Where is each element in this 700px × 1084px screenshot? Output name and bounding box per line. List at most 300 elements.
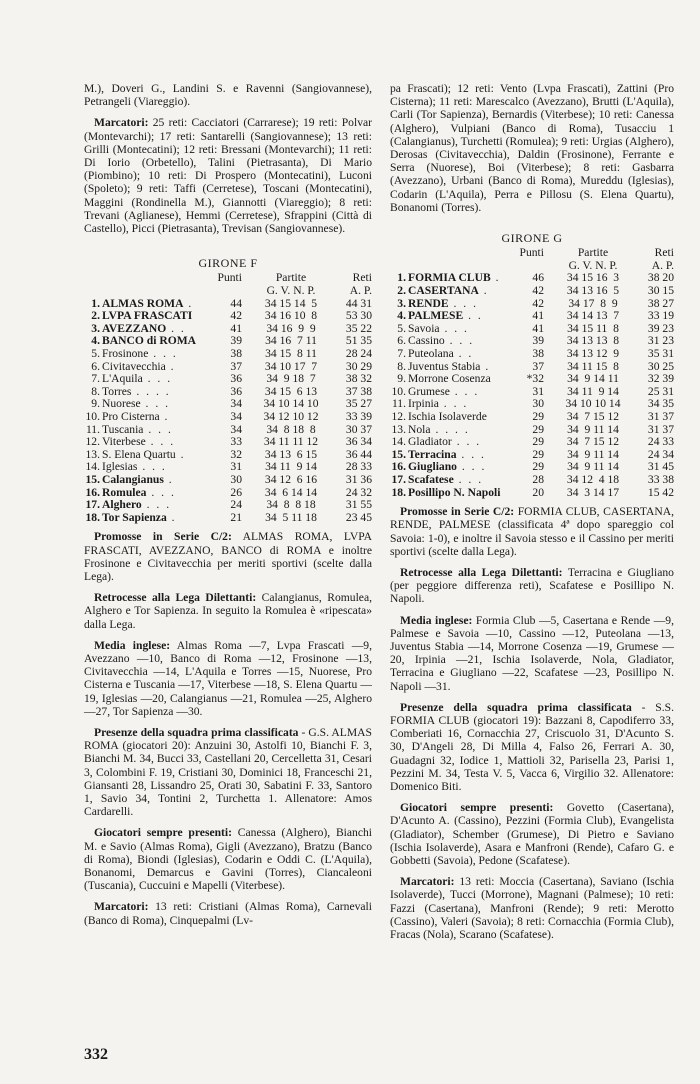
table-row (84, 386, 372, 399)
team-goals: 24 32 (345, 485, 372, 499)
team-cell (102, 449, 212, 462)
text: Govetto (Casertana), D'Acunto A. (Cassino), Pezzini (Formia Club), Evangelista (Gladiator), Schember (Grumese), Di Pietro e Saviano (Ischia Isolaverde), Asara e Manfroni (Rende), Cafaro G. e Gobbetti (Savoia), Pedone (Scafatese). (390, 801, 674, 867)
team-name: Savoia (408, 322, 440, 335)
team-points: 29 (532, 460, 544, 474)
team-points: 34 (230, 422, 242, 436)
team-record: 34 14 13 7 (566, 309, 620, 323)
paragraph-retrocesse (84, 591, 372, 631)
leader-dots: . . . (142, 373, 173, 386)
leader-dots: . . . (448, 297, 478, 310)
team-points: 37 (230, 359, 242, 373)
team-name: Iglesias (102, 461, 138, 474)
team-name: Nola (408, 423, 431, 436)
team-record: 34 7 15 12 (566, 409, 620, 423)
team-points: 30 (532, 397, 544, 411)
team-name: Romulea (102, 486, 147, 499)
standing-position: 16. (85, 485, 100, 499)
team-record: 34 15 16 3 (566, 271, 620, 285)
team-name: Pro Cisterna (102, 410, 160, 423)
team-goals: 31 36 (345, 472, 372, 486)
table-header-row (390, 247, 674, 260)
standing-position: 8. (91, 384, 100, 398)
team-cell (408, 285, 514, 298)
team-points: 38 (532, 346, 544, 360)
table-row (84, 310, 372, 323)
team-points: 24 (230, 498, 242, 512)
team-goals: 24 34 (647, 447, 674, 461)
team-name: RENDE (408, 297, 449, 310)
team-points: 29 (532, 422, 544, 436)
left-column (84, 82, 372, 935)
team-cell (408, 461, 514, 474)
team-cell (408, 348, 514, 361)
team-cell (102, 461, 212, 474)
team-record: 34 7 15 12 (566, 435, 620, 449)
team-record: 34 15 8 11 (265, 347, 317, 360)
team-goals: 31 55 (345, 498, 372, 512)
table-row (84, 411, 372, 424)
team-points: 30 (230, 472, 242, 486)
leader-dots: . . (453, 347, 474, 360)
text: Formia Club —5, Casertana e Rende —9, Palmese e Savoia —10, Cassino —12, Puteolana —13, Juventus Stabia —14, Morrone Cosenza —19, Grumese —20, Irpinia —21, Ischia Isolaverde, Nola, Gladiator, Terracina e Giugliano —22, Scafatese —23, Posillipo N. Napoli —31. (390, 613, 674, 693)
team-goals: 25 31 (647, 384, 674, 398)
team-goals: 38 20 (647, 271, 674, 285)
leader-dots: . . . (444, 335, 475, 348)
leader-dots: . . . (438, 398, 469, 411)
team-name: ALMAS ROMA (102, 297, 184, 310)
label: Presenze della squadra prima classificata (400, 700, 632, 714)
team-cell (102, 398, 212, 411)
team-record: 34 16 9 9 (266, 321, 316, 335)
team-record: 34 8 18 8 (266, 422, 316, 436)
table-row (84, 348, 372, 361)
team-goals: 35 31 (647, 346, 674, 360)
paragraph-scorers-tail: M.), Doveri G., Landini S. e Ravenni (Sangiovannese), Petrangeli (Viareggio). (84, 82, 372, 109)
girone-f-rows (84, 298, 372, 525)
leader-dots: . (163, 473, 174, 486)
standing-position: 7. (397, 346, 406, 360)
label: Giocatori sempre presenti: (94, 826, 232, 840)
leader-dots: . . (463, 310, 483, 323)
table-subheader-row (84, 285, 372, 298)
standing-position: 3. (91, 321, 100, 335)
standing-position: 14. (85, 460, 100, 474)
team-goals: 31 37 (647, 409, 674, 423)
header-punti: Punti (519, 246, 544, 260)
team-cell (102, 323, 212, 336)
standing-position: 2. (397, 284, 406, 298)
team-record: 34 10 17 7 (264, 359, 318, 373)
header-ap: A. P. (349, 284, 372, 298)
team-goals: 38 32 (345, 372, 372, 386)
girone-f-table (84, 272, 372, 524)
table-row (84, 487, 372, 500)
leader-dots: . . . . (430, 423, 470, 436)
leader-dots: . (175, 448, 186, 461)
team-record: 34 10 14 10 (263, 397, 319, 411)
team-cell (408, 373, 514, 386)
table-row (84, 499, 372, 512)
team-cell (408, 474, 514, 487)
team-cell (102, 310, 212, 323)
standing-position: 15. (391, 447, 406, 461)
table-row (390, 285, 674, 298)
standing-position: 1. (91, 296, 100, 310)
team-points: 42 (532, 296, 544, 310)
paragraph-giocatori (390, 801, 674, 867)
team-points: 21 (230, 510, 242, 524)
paragraph-retrocesse (390, 566, 674, 606)
team-record: 34 13 13 8 (566, 334, 620, 348)
label: Retrocesse alla Lega Dilettanti: (94, 591, 257, 605)
standing-position: 13. (391, 422, 406, 436)
team-name: Puteolana (408, 347, 454, 360)
paragraph-presenze (84, 726, 372, 818)
team-cell (102, 335, 212, 348)
text: 13 reti: Cristiani (Almas Roma), Carnevali (Banco di Roma), Cinquepalmi (Lv- (84, 900, 372, 927)
team-points: 42 (532, 284, 544, 298)
table-row (84, 449, 372, 462)
team-record: 34 5 11 18 (265, 510, 317, 524)
team-cell (102, 436, 212, 449)
standing-position: 18. (85, 510, 100, 524)
team-record: 34 17 8 9 (568, 296, 618, 310)
standing-position: 9. (397, 372, 406, 386)
team-points: 38 (230, 347, 242, 360)
team-cell (102, 386, 212, 399)
team-cell (102, 424, 212, 437)
team-record: 34 16 10 8 (264, 309, 318, 323)
leader-dots: . (480, 360, 491, 373)
team-points: *32 (526, 372, 544, 386)
team-cell (102, 487, 212, 500)
team-goals: 32 39 (647, 372, 674, 386)
team-cell (408, 361, 514, 374)
team-record: 34 3 14 17 (566, 485, 620, 499)
leader-dots: . . . (439, 322, 469, 335)
team-points: 29 (532, 447, 544, 461)
table-row (390, 474, 674, 487)
leader-dots: . . . (148, 348, 178, 360)
standing-position: 12. (391, 409, 406, 423)
team-record: 34 9 11 14 (567, 447, 619, 461)
team-goals: 28 33 (345, 460, 372, 474)
team-name: Morrone Cosenza (408, 373, 491, 386)
team-goals: 34 35 (647, 397, 674, 411)
leader-dots: . (490, 272, 501, 285)
team-name: S. Elena Quartu (102, 448, 176, 461)
label: Presenze della squadra prima classificata (94, 725, 299, 739)
table-header-row (84, 272, 372, 285)
label: Promosse in Serie C/2: (400, 505, 515, 519)
standing-position: 4. (91, 334, 100, 348)
standing-position: 8. (397, 359, 406, 373)
team-record: 34 9 11 14 (567, 460, 619, 474)
text: FORMIA CLUB, CASERTANA, RENDE, PALMESE (classificata 4ª dopo spareggio col Savoia: 1-0), e inoltre il Savoia stesso e il Cassino per meriti sportivi (scelte dalla Lega). (390, 505, 674, 558)
team-name: Calangianus (102, 473, 164, 486)
page-number: 332 (84, 1046, 108, 1063)
team-record: 34 13 16 5 (566, 284, 620, 298)
team-record: 34 11 11 12 (263, 435, 319, 449)
team-record: 34 6 14 14 (264, 485, 318, 499)
leader-dots: . . . (141, 499, 172, 512)
header-ap: A. P. (651, 258, 674, 272)
team-points: 20 (532, 485, 544, 499)
table-row (84, 298, 372, 311)
team-goals: 30 37 (345, 422, 372, 436)
paragraph-marcatori-girone-f (84, 900, 372, 926)
team-points: 39 (230, 334, 242, 348)
table-row (390, 487, 674, 500)
text: Canessa (Alghero), Bianchi M. e Savio (Almas Roma), Gigli (Avezzano), Bratzu (Banco di Roma), Biondi (Iglesias), Codarin e Oddi C. (L'Aquila), Bonanomi, Demarcus e Gavini (Torres), Ciancaleoni (Tuscania), Cuccuini e Mapelli (Viterbese). (84, 826, 373, 893)
team-record: 34 9 11 14 (567, 422, 619, 436)
team-goals: 53 30 (345, 309, 372, 323)
paragraph-promosse (390, 505, 674, 558)
table-row (84, 424, 372, 437)
team-cell (102, 348, 212, 361)
team-points: 46 (532, 271, 544, 285)
team-cell (408, 398, 514, 411)
team-goals: 31 23 (647, 334, 674, 348)
girone-g-rows (390, 272, 674, 499)
standing-position: 17. (85, 498, 100, 512)
label: Promosse in Serie C/2: (94, 530, 232, 544)
team-record: 34 9 14 11 (567, 372, 619, 386)
leader-dots: . . . (143, 423, 173, 436)
header-reti: Reti (654, 246, 674, 260)
team-name: Nuorese (102, 398, 141, 411)
team-goals: 51 35 (345, 334, 372, 348)
team-name: L'Aquila (102, 373, 143, 386)
team-name: Alghero (102, 499, 142, 512)
paragraph-promosse (84, 530, 372, 583)
team-cell (408, 272, 514, 285)
team-record: 34 8 8 18 (266, 498, 316, 512)
team-cell (408, 298, 514, 311)
standing-position: 6. (91, 359, 100, 373)
team-goals: 36 34 (345, 435, 372, 449)
team-record: 34 11 9 14 (567, 384, 619, 398)
table-row (84, 461, 372, 474)
leader-dots: . (478, 285, 489, 298)
team-points: 36 (230, 384, 242, 398)
paragraph-giocatori (84, 826, 372, 892)
label: Media inglese: (400, 613, 473, 627)
team-record: 34 15 11 8 (567, 321, 619, 335)
table-row (390, 436, 674, 449)
team-name: CASERTANA (408, 285, 479, 298)
team-points: 37 (532, 359, 544, 373)
leader-dots: . . . (137, 461, 167, 474)
standing-position: 1. (397, 271, 406, 285)
team-name: PALMESE (408, 310, 464, 323)
standing-position: 7. (91, 372, 100, 386)
team-record: 34 9 18 7 (266, 372, 316, 386)
text: Terracina e Giugliano (per peggiore differenza reti), Scafatese e Posillipo N. Napoli. (390, 565, 674, 606)
team-record: 34 12 10 12 (263, 409, 319, 423)
team-points: 32 (230, 447, 242, 461)
team-cell (408, 386, 514, 399)
team-record: 34 15 6 13 (264, 384, 318, 398)
team-points: 33 (230, 435, 242, 449)
team-points: 41 (230, 321, 242, 335)
team-cell (408, 323, 514, 336)
team-name: FORMIA CLUB (408, 272, 491, 285)
team-name: AVEZZANO (102, 322, 167, 335)
label: Marcatori: (94, 900, 149, 914)
standing-position: 5. (91, 347, 100, 360)
table-row (84, 512, 372, 525)
standing-position: 14. (391, 435, 406, 449)
team-points: 31 (230, 460, 242, 474)
standing-position: 10. (85, 409, 100, 423)
paragraph-marcatori-girone-e (84, 116, 372, 235)
team-points: 42 (230, 309, 242, 323)
team-record: 34 12 4 18 (566, 472, 620, 486)
team-points: 29 (532, 435, 544, 449)
label: Media inglese: (94, 638, 171, 652)
leader-dots: . . . (145, 436, 176, 449)
team-name: Grumese (408, 385, 450, 398)
leader-dots: . . . . (131, 385, 171, 398)
team-goals: 15 42 (647, 485, 674, 499)
team-points: 36 (230, 372, 242, 386)
leader-dots: . . . (456, 461, 487, 474)
standing-position: 16. (391, 460, 406, 474)
team-record: 34 16 7 11 (265, 334, 317, 348)
team-name: Scafatese (408, 473, 454, 486)
header-punti: Punti (217, 271, 242, 285)
leader-dots: . . . (456, 448, 486, 461)
header-gvnp: G. V. N. P. (266, 284, 316, 298)
team-cell (408, 449, 514, 462)
paragraph-scorers-continued: pa Frascati); 12 reti: Vento (Lvpa Frascati), Zattini (Pro Cisterna); 11 reti: Marescalco (Avezzano), Brutti (L'Aquila), Carli (Tor Sapienza), Bernardis (Viterbese); 10 reti: Canessa (Alghero), Vulpiani (Banco di Roma), Tusacciu 1 (Calangianus), Turchetti (Romulea); 9 reti: Urgias (Alghero), Derosas (Civitavecchia), Daldin (Frosinone), Ferrante e Serra (Nuorese), Boi (Viterbese); 8 reti: Gasbarra (Avezzano), Urbani (Banco di Roma), Mureddu (Iglesias), Codarin (L'Aquila), Perra e Pillosu (S. Elena Quartu), Bonanomi (Torres). (390, 82, 674, 214)
team-points: 41 (532, 321, 544, 335)
table-row (84, 436, 372, 449)
team-points: 34 (230, 397, 242, 411)
table-row (84, 373, 372, 386)
standing-position: 18. (391, 485, 406, 499)
team-goals: 30 29 (345, 359, 372, 373)
leader-dots: . . . (146, 486, 176, 499)
header-partite: Partite (275, 271, 307, 285)
team-cell (408, 424, 514, 437)
team-record: 34 10 10 14 (565, 397, 621, 411)
team-record: 34 11 9 14 (265, 460, 317, 474)
table-row (84, 474, 372, 487)
team-points: 44 (230, 296, 242, 310)
team-record: 34 13 12 9 (566, 346, 620, 360)
team-name: BANCO di ROMA (102, 335, 197, 348)
team-name: Frosinone (102, 348, 149, 360)
standing-position: 10. (391, 384, 406, 398)
standing-position: 11. (391, 397, 406, 411)
team-cell (102, 373, 212, 386)
team-cell (408, 487, 514, 500)
team-goals: 24 33 (647, 435, 674, 449)
team-cell (102, 512, 212, 525)
leader-dots: . (183, 297, 194, 310)
team-goals: 31 37 (647, 422, 674, 436)
text: 25 reti: Cacciatori (Carrarese); 19 reti: Polvar (Montevarchi); 17 reti: Santarelli (Sangiovannese); 13 reti: Grilli (Montecatini); 12 reti: Bressani (Montevarchi); 11 reti: Di Iorio (Orbetello), Talini (Pietrasanta), Di Mario (Piombino); 10 reti: Di Prospero (Montecatini), Luconi (Spoleto); 9 reti: Taffi (Cerretese), Toscani (Montecatini), Maggini (Rondinella M.), Giannotti (Viareggio); 8 reti: Trevani (Aglianese), Hemmi (Cerretese), Sfrappini (Città di Castello), Picci (Pietrasanta), Trevisan (Sangiovannese). (84, 116, 372, 236)
label: Marcatori: (94, 116, 149, 130)
team-name: Giugliano (408, 461, 457, 474)
text: - G.S. ALMAS ROMA (giocatori 20): Anzuini 30, Astolfi 10, Bianchi F. 3, Bianchi M. 34, Bucci 33, Castellani 20, Cercelletta 31, Cesari 3, Colombini F. 19, Cristiani 30, Dominici 18, Franceschi 21, Giansanti 28, Lissandro 25, Orati 30, Sabatini F. 33, Santoro 1, Savio 34, Tontini 2, Turchetta 1. Allenatore: Amos Cardarelli. (84, 725, 372, 819)
standing-position: 3. (397, 296, 406, 310)
header-partite: Partite (577, 246, 609, 260)
girone-g-table (390, 247, 674, 499)
standing-position: 13. (85, 447, 100, 461)
leader-dots: . (165, 360, 176, 373)
team-name: Cassino (408, 335, 445, 348)
standing-position: 2. (91, 309, 100, 323)
team-name: Viterbese (102, 436, 146, 449)
paragraph-media-inglese (390, 614, 674, 693)
leader-dots: . . . (449, 385, 480, 398)
team-name: Posillipo N. Napoli (408, 486, 501, 499)
team-name: Torres (102, 385, 132, 398)
team-name: Irpinia (408, 398, 439, 411)
paragraph-media-inglese (84, 639, 372, 718)
team-record: 34 12 6 16 (264, 472, 318, 486)
standing-position: 4. (397, 309, 406, 323)
table-row (84, 361, 372, 374)
girone-f-title: GIRONE F (198, 256, 258, 271)
team-cell (408, 335, 514, 348)
table-row (84, 323, 372, 336)
team-points: 29 (532, 409, 544, 423)
table-row (390, 411, 674, 424)
team-goals: 37 38 (345, 384, 372, 398)
leader-dots: . (159, 410, 170, 423)
team-goals: 30 25 (647, 359, 674, 373)
team-name: Tor Sapienza (102, 511, 167, 524)
leader-dots: . . (166, 322, 186, 335)
standing-position: 12. (85, 435, 100, 449)
header-gvnp: G. V. N. P. (568, 258, 618, 272)
label: Marcatori: (400, 875, 455, 889)
team-points: 34 (230, 409, 242, 423)
table-row (390, 310, 674, 323)
team-name: LVPA FRASCATI (102, 310, 193, 323)
team-goals: 35 22 (345, 321, 372, 335)
team-goals: 38 27 (647, 296, 674, 310)
label: Giocatori sempre presenti: (400, 801, 554, 815)
text: ALMAS ROMA, LVPA FRASCATI, AVEZZANO, BANCO di ROMA e inoltre Frosinone e Civitavecchia per meriti sportivi (scelte dalla Lega). (84, 530, 372, 583)
team-points: 28 (532, 472, 544, 486)
standing-position: 11. (85, 422, 100, 436)
table-row (390, 373, 674, 386)
team-record: 34 15 14 5 (264, 296, 318, 310)
team-goals: 31 45 (647, 460, 674, 474)
text: Calangianus, Romulea, Alghero e Tor Sapienza. In seguito la Romulea è «ripescata» dalla Lega. (84, 591, 372, 631)
team-goals: 30 15 (647, 284, 674, 298)
leader-dots: . . . (140, 398, 171, 411)
team-goals: 28 24 (345, 347, 372, 360)
standing-position: 15. (85, 472, 100, 486)
team-points: 39 (532, 334, 544, 348)
team-name: Juventus Stabia (408, 360, 481, 373)
team-name: Gladiator (408, 436, 452, 449)
leader-dots: . . . (453, 473, 484, 486)
standing-position: 6. (397, 334, 406, 348)
team-points: 26 (230, 485, 242, 499)
team-goals: 33 39 (345, 409, 372, 423)
leader-dots: . . . (451, 436, 482, 449)
table-row (390, 348, 674, 361)
team-goals: 44 31 (345, 296, 372, 310)
team-name: Ischia Isolaverde (408, 410, 487, 423)
